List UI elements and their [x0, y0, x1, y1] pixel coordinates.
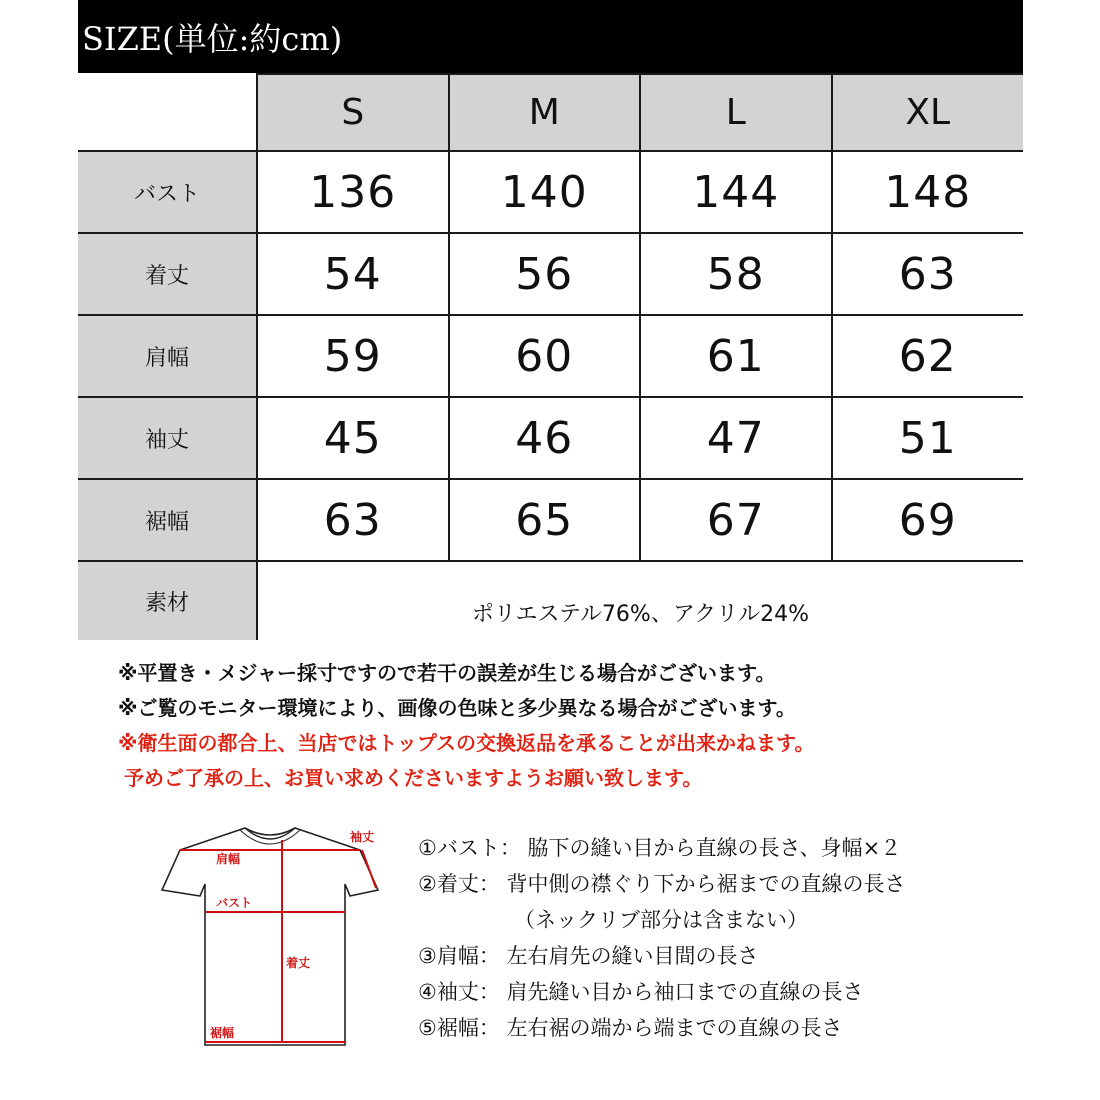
table-cell: 69 [832, 479, 1024, 561]
row-label: バスト [78, 151, 257, 233]
notes [118, 656, 998, 796]
diagram-label-bust: バスト [216, 896, 253, 910]
title-bar [78, 0, 1023, 73]
table-row-material [78, 561, 1023, 640]
table-cell: 59 [257, 315, 449, 397]
note-return-policy: ※衛生面の都合上、当店ではトップスの交換返品を承ることが出来かねます。 [118, 731, 815, 755]
row-label: 肩幅 [78, 315, 257, 397]
table-cell: 51 [832, 397, 1024, 479]
note-measurement: ※平置き・メジャー採寸ですので若干の誤差が生じる場合がございます。 [118, 661, 776, 685]
row-label: 裾幅 [78, 479, 257, 561]
diagram-label-length: 着丈 [286, 956, 311, 970]
table-cell: 47 [640, 397, 832, 479]
explain-hem: ⑤裾幅： 左右裾の端から端までの直線の長さ [418, 1016, 843, 1040]
table-cell: 140 [449, 151, 641, 233]
size-header-xl: XL [832, 74, 1024, 151]
diagram-label-hem: 裾幅 [210, 1026, 235, 1040]
material-value: ポリエステル76%、アクリル24% [257, 561, 1023, 640]
explain-shoulder: ③肩幅： 左右肩先の縫い目間の長さ [418, 944, 759, 968]
measurement-explanations [418, 830, 1038, 1046]
explain-sleeve: ④袖丈： 肩先縫い目から袖口までの直線の長さ [418, 980, 864, 1004]
page-title: SIZE(単位:約cm) [82, 20, 343, 58]
table-cell: 63 [832, 233, 1024, 315]
table-cell: 65 [449, 479, 641, 561]
table-cell: 136 [257, 151, 449, 233]
size-table [78, 73, 1023, 640]
table-row-hem [78, 479, 1023, 561]
table-cell: 61 [640, 315, 832, 397]
size-header-s: S [257, 74, 449, 151]
note-monitor: ※ご覧のモニター環境により、画像の色味と多少異なる場合がございます。 [118, 696, 796, 720]
table-cell: 144 [640, 151, 832, 233]
explain-length-note: （ネックリブ部分は含まない） [514, 908, 808, 932]
table-cell: 46 [449, 397, 641, 479]
row-label: 袖丈 [78, 397, 257, 479]
diagram-label-shoulder: 肩幅 [216, 852, 241, 866]
table-cell: 56 [449, 233, 641, 315]
corner-cell [78, 74, 257, 151]
table-row-bust [78, 151, 1023, 233]
explain-bust: ①バスト： 脇下の縫い目から直線の長さ、身幅×２ [418, 836, 902, 860]
size-header-l: L [640, 74, 832, 151]
table-cell: 60 [449, 315, 641, 397]
explain-length: ②着丈： 背中側の襟ぐり下から裾までの直線の長さ [418, 872, 906, 896]
row-label: 着丈 [78, 233, 257, 315]
size-header-m: M [449, 74, 641, 151]
size-header-row [78, 74, 1023, 151]
table-cell: 45 [257, 397, 449, 479]
table-cell: 63 [257, 479, 449, 561]
table-cell: 67 [640, 479, 832, 561]
tshirt-diagram [150, 820, 390, 1065]
table-cell: 62 [832, 315, 1024, 397]
table-cell: 148 [832, 151, 1024, 233]
table-row-shoulder [78, 315, 1023, 397]
tshirt-icon [150, 820, 390, 1065]
table-cell: 58 [640, 233, 832, 315]
table-cell: 54 [257, 233, 449, 315]
table-row-length [78, 233, 1023, 315]
row-label: 素材 [78, 561, 257, 640]
table-row-sleeve [78, 397, 1023, 479]
diagram-label-sleeve: 袖丈 [350, 830, 375, 844]
note-return-policy-cont: 予めご了承の上、お買い求めくださいますようお願い致します。 [124, 766, 703, 790]
